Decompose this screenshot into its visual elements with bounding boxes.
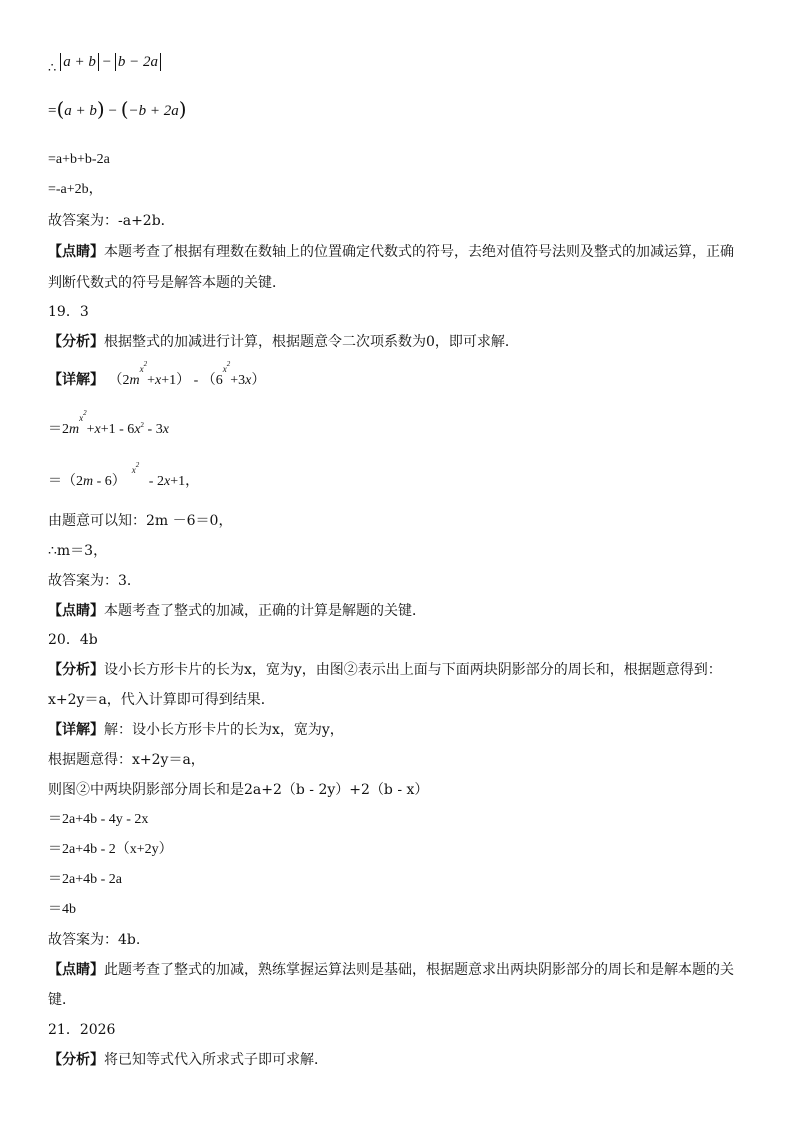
q18-comment-cont: 判断代数式的符号是解答本题的关键． xyxy=(48,275,286,291)
q20-step3: ＝2a+4b - 2a xyxy=(48,872,122,887)
q19-heading: 19．3 xyxy=(48,304,89,320)
q20-step1: ＝2a+4b - 4y - 2x xyxy=(48,812,149,827)
q19-step2: ＝（2m - 6）$^{x^2}$ - 2x+1， xyxy=(48,461,200,489)
q18-line3: =a+b+b-2a xyxy=(48,152,110,167)
analysis-tag: 【分析】 xyxy=(48,334,104,350)
q18-abs-expression: ∴ a + b − b − 2a xyxy=(48,52,161,73)
q20-step2: ＝2a+4b - 2（x+2y） xyxy=(48,842,173,857)
comment-tag: 【点睛】 xyxy=(48,244,104,260)
q20-step4: ＝4b xyxy=(48,902,76,917)
q20-analysis: 【分析】设小长方形卡片的长为x，宽为y，由图②表示出上面与下面两块阴影部分的周长和，根据题意得到： xyxy=(48,662,722,678)
q20-detail: 【详解】解：设小长方形卡片的长为x，宽为y， xyxy=(48,722,344,738)
q20-comment: 【点睛】此题考查了整式的加减，熟练掌握运算法则是基础，根据题意求出两块阴影部分的周长和是解本题的关 xyxy=(48,962,734,978)
q18-comment: 【点睛】本题考查了根据有理数在数轴上的位置确定代数式的符号，去绝对值符号法则及整式的加减运算，正确 xyxy=(48,244,734,260)
q19-answer: 故答案为：3． xyxy=(48,573,141,589)
q20-comment-cont: 键． xyxy=(48,992,76,1008)
q20-answer: 故答案为：4b. xyxy=(48,932,141,948)
q19-detail: 【详解】 $(2m^{x^2}+x+1) - (6^{x^2}+3x)$ xyxy=(48,360,266,388)
q19-analysis: 【分析】根据整式的加减进行计算，根据题意令二次项系数为0，即可求解． xyxy=(48,334,519,350)
q20-analysis-cont: x+2y＝a，代入计算即可得到结果． xyxy=(48,692,275,708)
therefore-symbol: ∴ xyxy=(48,61,57,76)
q20-perimeter: 则图②中两块阴影部分周长和是2a+2（b - 2y）+2（b - x） xyxy=(48,782,429,798)
q19-comment: 【点睛】本题考查了整式的加减，正确的计算是解题的关键． xyxy=(48,603,426,619)
q18-line4: =-a+2b， xyxy=(48,182,103,197)
q20-heading: 20．4b xyxy=(48,632,98,648)
comment-tag: 【点睛】 xyxy=(48,603,104,619)
q20-known: 根据题意得：x+2y＝a， xyxy=(48,752,205,768)
detail-tag: 【详解】 xyxy=(48,372,104,388)
q21-heading: 21．2026 xyxy=(48,1022,116,1038)
q19-known: 由题意可以知：2m －6＝0， xyxy=(48,513,233,529)
analysis-tag: 【分析】 xyxy=(48,662,104,678)
q19-therefore-m: ∴m＝3， xyxy=(48,543,108,559)
comment-tag: 【点睛】 xyxy=(48,962,104,978)
q19-step1: $=2m^{x^2}+x+1 - 6x^2 - 3x$ xyxy=(48,409,169,437)
analysis-tag: 【分析】 xyxy=(48,1052,104,1068)
detail-tag: 【详解】 xyxy=(48,722,104,738)
q21-analysis: 【分析】将已知等式代入所求式子即可求解． xyxy=(48,1052,328,1068)
q18-answer: 故答案为：-a+2b． xyxy=(48,213,175,229)
q18-expanded-expression: =(a + b) − (−b + 2a) xyxy=(48,97,187,121)
